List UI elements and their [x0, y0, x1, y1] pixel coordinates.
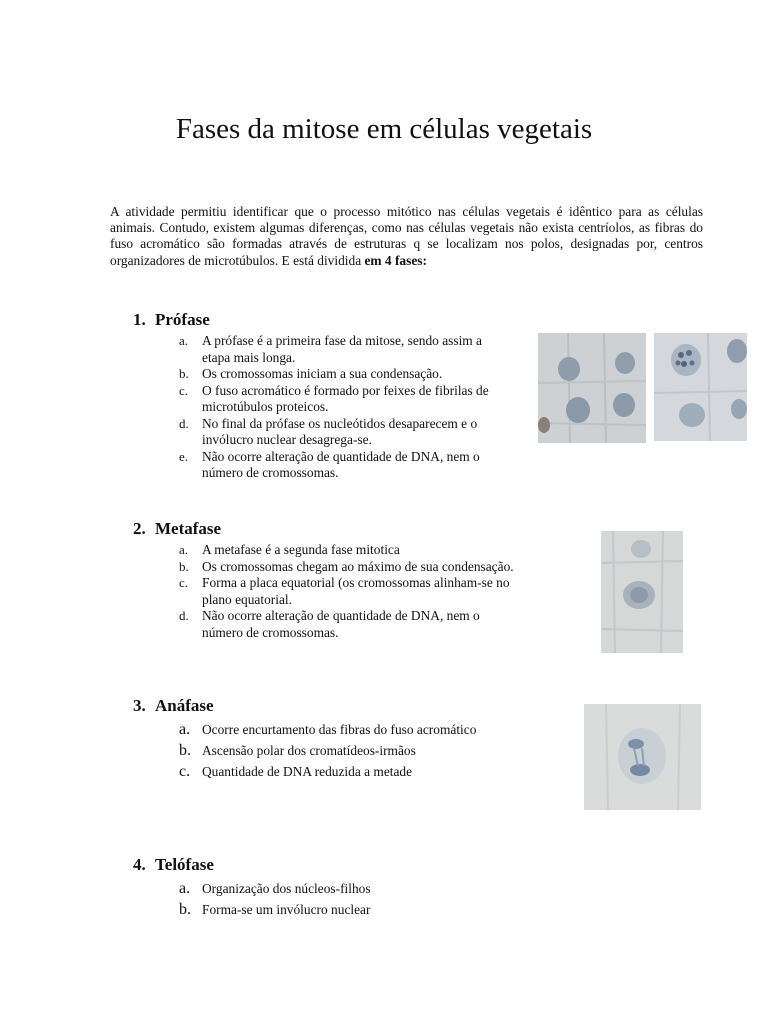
list-letter: c. — [179, 763, 191, 780]
phase-telophase — [133, 855, 533, 920]
list-text: A prófase é a primeira fase da mitose, sendo assim a etapa mais longa. — [202, 333, 482, 365]
list-letter: c. — [179, 575, 189, 590]
list-text: Ocorre encurtamento das fibras do fuso acromático — [202, 722, 477, 737]
intro-bold-text: em 4 fases: — [364, 252, 427, 268]
phase-name: Metafase — [155, 519, 222, 538]
list-letter: a. — [179, 542, 189, 557]
cell-grid-image — [601, 531, 683, 653]
phase-heading — [133, 310, 513, 330]
phase-number: 4. — [133, 855, 146, 874]
cell-grid-image — [654, 333, 747, 441]
list-text: Os cromossomas chegam ao máximo de sua condensação. — [202, 558, 514, 574]
list-letter: e. — [179, 448, 189, 464]
list-text: A metafase é a segunda fase mitotica — [202, 542, 400, 557]
list-item — [133, 416, 513, 449]
phase-name: Anáfase — [155, 696, 214, 715]
list-letter: b. — [179, 366, 189, 381]
list-letter: a. — [179, 880, 191, 897]
list-letter: a. — [179, 721, 191, 738]
list-item — [133, 878, 533, 899]
list-letter: c. — [179, 382, 189, 398]
list-text: Organização dos núcleos-filhos — [202, 881, 371, 896]
list-item — [133, 542, 523, 559]
phase-name: Prófase — [155, 310, 210, 329]
list-text: Ascensão polar dos cromatídeos-irmãos — [202, 743, 416, 758]
phase-item-list — [133, 878, 533, 920]
list-text: O fuso acromático é formado por feixes de fibrilas de microtúbulos proteicos. — [202, 382, 489, 414]
list-item — [133, 449, 513, 482]
phase-item-list — [133, 719, 533, 782]
cell-grid-image — [538, 333, 646, 443]
list-text: No final da prófase os nucleótidos desaparecem e o invólucro nuclear desagrega-se. — [202, 415, 478, 447]
phase-item-list — [133, 542, 523, 641]
prophase-micrograph-2 — [654, 333, 747, 441]
list-item — [133, 559, 523, 576]
metaphase-micrograph — [601, 531, 683, 653]
phase-anaphase — [133, 696, 533, 782]
list-item — [133, 333, 513, 366]
list-letter: b. — [179, 742, 191, 759]
phase-prophase — [133, 310, 513, 482]
list-item — [133, 761, 533, 782]
list-text: Não ocorre alteração de quantidade de DNA, nem o número de cromossomas. — [202, 608, 480, 640]
phase-name: Telófase — [155, 855, 214, 874]
phase-number: 2. — [133, 519, 146, 538]
list-text: Não ocorre alteração de quantidade de DNA, nem o número de cromossomas. — [202, 448, 480, 480]
list-item — [133, 383, 513, 416]
phase-heading — [133, 519, 523, 539]
list-item — [133, 608, 523, 641]
phase-number: 3. — [133, 696, 146, 715]
list-letter: b. — [179, 558, 189, 574]
anaphase-micrograph — [584, 704, 701, 810]
phase-heading — [133, 696, 533, 716]
phase-metaphase — [133, 519, 523, 641]
intro-text: A atividade permitiu identificar que o processo mitótico nas células vegetais é idêntico para as células animais. Contudo, existem algumas diferenças, como nas células vegetais não exista centríolos, as fibras do fuso acromático são formadas através de estruturas q se localizam nos polos, designadas por, centros organizadores de microtúbulos. E está dividida — [110, 204, 703, 268]
list-text: Os cromossomas iniciam a sua condensação. — [202, 366, 443, 381]
list-item — [133, 575, 523, 608]
list-text: Forma a placa equatorial (os cromossomas alinham-se no plano equatorial. — [202, 575, 510, 607]
phase-heading — [133, 855, 533, 875]
list-item — [133, 899, 533, 920]
list-item — [133, 366, 513, 383]
phase-number: 1. — [133, 310, 146, 329]
list-text: Forma-se um invólucro nuclear — [202, 902, 371, 917]
page-title: Fases da mitose em células vegetais — [175, 113, 593, 145]
list-letter: d. — [179, 608, 189, 623]
list-text: Quantidade de DNA reduzida a metade — [202, 764, 413, 779]
prophase-micrograph-1 — [538, 333, 646, 443]
cell-grid-image — [584, 704, 701, 810]
list-letter: a. — [179, 333, 189, 348]
intro-paragraph — [110, 204, 703, 269]
phase-item-list — [133, 333, 513, 482]
list-item — [133, 719, 533, 740]
list-letter: d. — [179, 415, 189, 431]
list-item — [133, 740, 533, 761]
list-letter: b. — [179, 901, 191, 918]
